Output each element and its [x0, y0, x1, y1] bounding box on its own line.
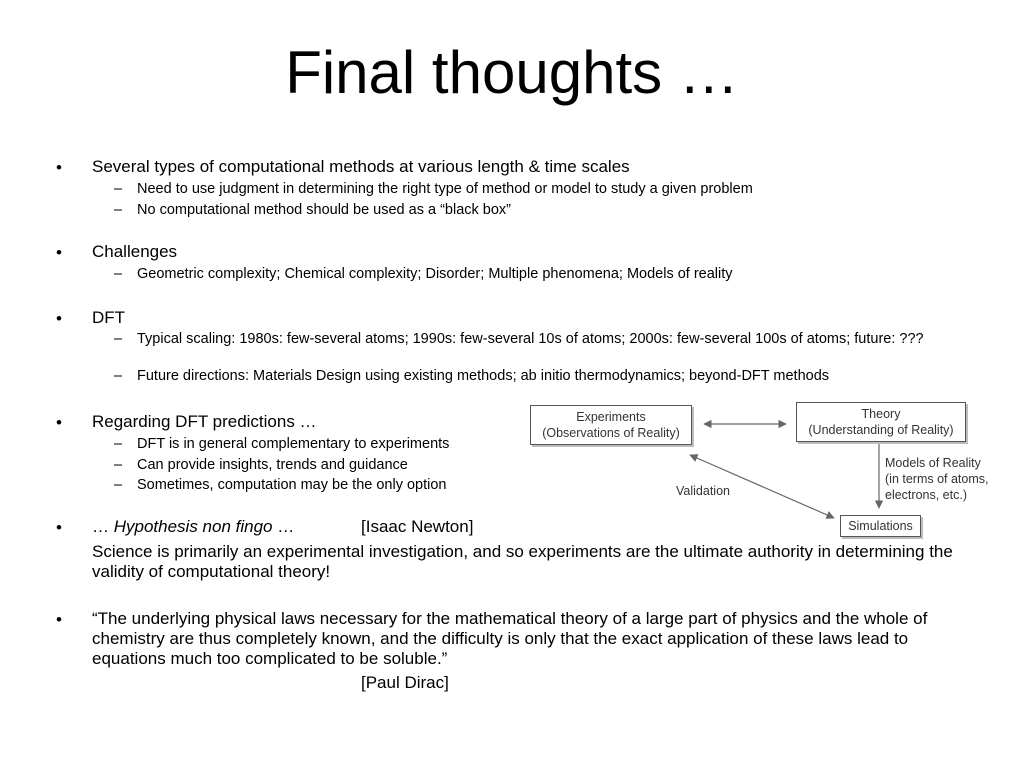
sub-scaling: Typical scaling: 1980s: few-several atoms; 1990s: few-several 10s of atoms; 2000s: few-several 100s of atoms; future: ??? [137, 331, 924, 347]
experiments-box [530, 405, 692, 445]
dash-marker: – [114, 331, 123, 347]
models-line-1: Models of Reality [885, 456, 981, 470]
simulations-box [840, 515, 921, 537]
sub-future-directions: Future directions: Materials Design using existing methods; ab initio thermodynamics; beyond-DFT methods [137, 368, 830, 384]
hypothesis-italic: Hypothesis non fingo [113, 517, 273, 536]
theory-subtitle: (Understanding of Reality) [808, 423, 954, 437]
models-of-reality-label [885, 455, 989, 503]
bullet-computational-methods: Several types of computational methods at various length & time scales [92, 157, 630, 176]
hypothesis-suffix: … [272, 517, 295, 536]
bullet-challenges: Challenges [92, 242, 178, 261]
slide-title: Final thoughts … [285, 39, 739, 106]
sub-complexity: Geometric complexity; Chemical complexity; Disorder; Multiple phenomena; Models of reality [137, 266, 733, 282]
dirac-quote: “The underlying physical laws necessary for the mathematical theory of a large part of physics and the whole of chemistry are thus completely known, and the difficulty is only that the exact application of these laws lead to equations much too complicated to be soluble.” [92, 609, 928, 668]
bullet-marker: • [56, 158, 62, 177]
dirac-attribution: [Paul Dirac] [361, 673, 449, 692]
dash-marker: – [114, 436, 123, 452]
science-statement: Science is primarily an experimental investigation, and so experiments are the ultimate authority in determining the validity of computational theory! [92, 542, 953, 581]
dash-marker: – [114, 181, 123, 197]
bullet-dft: DFT [92, 308, 126, 327]
dash-marker: – [114, 457, 123, 473]
bullet-marker: • [56, 413, 62, 432]
models-line-2: (in terms of atoms, [885, 472, 989, 486]
sub-insights: Can provide insights, trends and guidance [137, 457, 408, 473]
theory-title: Theory [861, 407, 901, 421]
experiments-subtitle: (Observations of Reality) [542, 426, 680, 440]
dash-marker: – [114, 477, 123, 493]
bullet-marker: • [56, 610, 62, 629]
models-line-3: electrons, etc.) [885, 488, 967, 502]
dash-marker: – [114, 202, 123, 218]
dash-marker: – [114, 368, 123, 384]
validation-label: Validation [676, 484, 730, 498]
sub-complementary: DFT is in general complementary to experiments [137, 436, 450, 452]
bullet-dft-predictions: Regarding DFT predictions … [92, 412, 317, 431]
bullet-marker: • [56, 309, 62, 328]
sub-only-option: Sometimes, computation may be the only option [137, 477, 447, 493]
sub-judgment: Need to use judgment in determining the right type of method or model to study a given problem [137, 181, 753, 197]
sub-black-box: No computational method should be used as a “black box” [137, 202, 511, 218]
experiments-title: Experiments [576, 410, 646, 424]
simulations-label: Simulations [848, 519, 913, 533]
bullet-marker: • [56, 518, 62, 537]
dash-marker: – [114, 266, 123, 282]
hypothesis-prefix: … [92, 517, 114, 536]
theory-box [796, 402, 966, 442]
newton-attribution: [Isaac Newton] [361, 517, 474, 536]
bullet-marker: • [56, 243, 62, 262]
